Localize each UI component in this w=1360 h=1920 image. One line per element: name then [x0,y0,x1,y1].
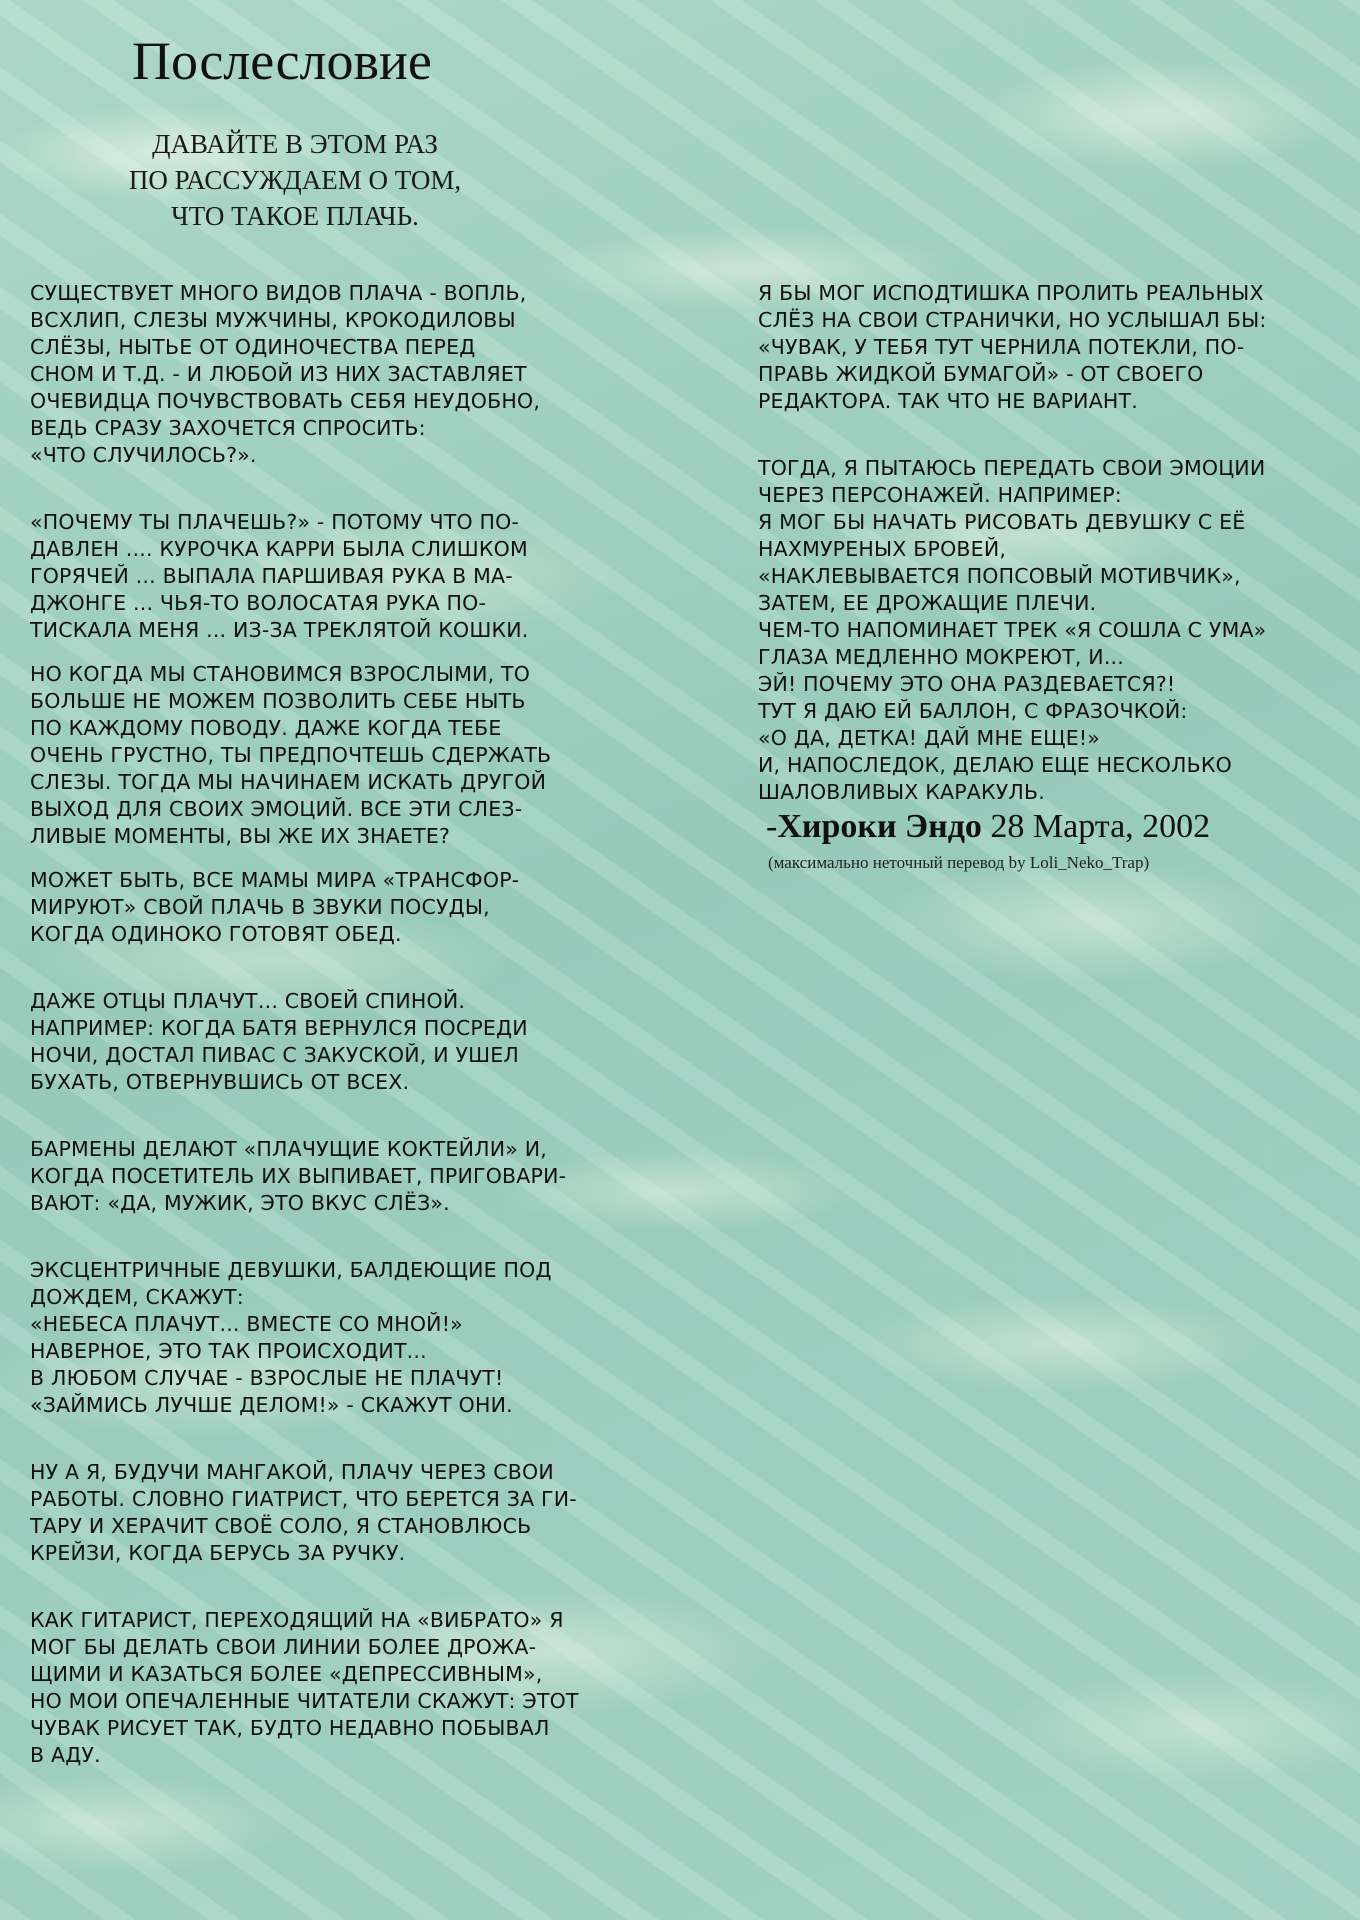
subtitle [80,126,510,234]
text-paragraph [30,1459,650,1567]
translation-credit: (максимально неточный перевод by Loli_Neko_Trap) [768,853,1150,872]
text-paragraph [30,661,650,850]
text-line: ДЖОНГЕ ... ЧЬЯ-ТО ВОЛОСАТАЯ РУКА ПО- [30,591,487,615]
text-line: ОЧЕНЬ ГРУСТНО, ТЫ ПРЕДПОЧТЕШЬ СДЕРЖАТЬ [30,743,552,767]
text-line: НАПРИМЕР: КОГДА БАТЯ ВЕРНУЛСЯ ПОСРЕДИ [30,1016,528,1040]
text-line: «ЗАЙМИСЬ ЛУЧШЕ ДЕЛОМ!» - СКАЖУТ ОНИ. [30,1393,513,1417]
text-line: ВЕДЬ СРАЗУ ЗАХОЧЕТСЯ СПРОСИТЬ: [30,416,426,440]
text-line: «ЧУВАК, У ТЕБЯ ТУТ ЧЕРНИЛА ПОТЕКЛИ, ПО- [758,335,1245,359]
text-line: ТИСКАЛА МЕНЯ ... ИЗ-ЗА ТРЕКЛЯТОЙ КОШКИ. [30,618,529,642]
subtitle-line: ЧТО ТАКОЕ ПЛАЧЬ. [171,201,419,231]
text-line: СЛЁЗЫ, НЫТЬЕ ОТ ОДИНОЧЕСТВА ПЕРЕД [30,335,476,359]
text-line: ДАЖЕ ОТЦЫ ПЛАЧУТ... СВОЕЙ СПИНОЙ. [30,989,466,1013]
text-line: ЧУВАК РИСУЕТ ТАК, БУДТО НЕДАВНО ПОБЫВАЛ [30,1716,550,1740]
signature-dash: - [766,808,778,845]
text-paragraph [30,280,650,469]
text-line: В АДУ. [30,1743,101,1767]
text-line: ВСХЛИП, СЛЕЗЫ МУЖЧИНЫ, КРОКОДИЛОВЫ [30,308,516,332]
text-line: МОГ БЫ ДЕЛАТЬ СВОИ ЛИНИИ БОЛЕЕ ДРОЖА- [30,1635,537,1659]
text-line: СУЩЕСТВУЕТ МНОГО ВИДОВ ПЛАЧА - ВОПЛЬ, [30,281,527,305]
text-line: МИРУЮТ» СВОЙ ПЛАЧЬ В ЗВУКИ ПОСУДЫ, [30,895,490,919]
subtitle-line: ДАВАЙТЕ В ЭТОМ РАЗ [152,129,438,159]
signature-author: Хироки Эндо [777,808,982,845]
text-line: НО МОИ ОПЕЧАЛЕННЫЕ ЧИТАТЕЛИ СКАЖУТ: ЭТОТ [30,1689,579,1713]
text-line: ГЛАЗА МЕДЛЕННО МОКРЕЮТ, И... [758,645,1124,669]
text-line: «ПОЧЕМУ ТЫ ПЛАЧЕШЬ?» - ПОТОМУ ЧТО ПО- [30,510,520,534]
text-line: ТУТ Я ДАЮ ЕЙ БАЛЛОН, С ФРАЗОЧКОЙ: [758,699,1188,723]
text-line: ЭКСЦЕНТРИЧНЫЕ ДЕВУШКИ, БАЛДЕЮЩИЕ ПОД [30,1258,552,1282]
text-line: КРЕЙЗИ, КОГДА БЕРУСЬ ЗА РУЧКУ. [30,1541,406,1565]
text-line: В ЛЮБОМ СЛУЧАЕ - ВЗРОСЛЫЕ НЕ ПЛАЧУТ! [30,1366,504,1390]
text-paragraph [758,455,1348,806]
text-line: ГОРЯЧЕЙ ... ВЫПАЛА ПАРШИВАЯ РУКА В МА- [30,564,513,588]
text-line: КОГДА ОДИНОКО ГОТОВЯТ ОБЕД. [30,922,402,946]
text-line: ШАЛОВЛИВЫХ КАРАКУЛЬ. [758,780,1046,804]
page-title: Послесловие [132,31,432,91]
text-line: «НАКЛЕВЫВАЕТСЯ ПОПСОВЫЙ МОТИВЧИК», [758,564,1241,588]
text-line: НУ А Я, БУДУЧИ МАНГАКОЙ, ПЛАЧУ ЧЕРЕЗ СВОИ [30,1460,554,1484]
text-line: НАХМУРЕНЫХ БРОВЕЙ, [758,537,1007,561]
text-line: СЛЁЗ НА СВОИ СТРАНИЧКИ, НО УСЛЫШАЛ БЫ: [758,308,1267,332]
text-line: НАВЕРНОЕ, ЭТО ТАК ПРОИСХОДИТ... [30,1339,427,1363]
text-line: ДАВЛЕН .... КУРОЧКА КАРРИ БЫЛА СЛИШКОМ [30,537,528,561]
signature-date: 28 Марта, 2002 [990,808,1211,845]
left-text-column [30,280,650,1786]
text-line: КОГДА ПОСЕТИТЕЛЬ ИХ ВЫПИВАЕТ, ПРИГОВАРИ- [30,1164,567,1188]
text-line: БАРМЕНЫ ДЕЛАЮТ «ПЛАЧУЩИЕ КОКТЕЙЛИ» И, [30,1137,547,1161]
text-line: РАБОТЫ. СЛОВНО ГИАТРИСТ, ЧТО БЕРЕТСЯ ЗА ГИ- [30,1487,577,1511]
text-line: РЕДАКТОРА. ТАК ЧТО НЕ ВАРИАНТ. [758,389,1138,413]
right-text-column [758,280,1348,823]
text-line: СЛЕЗЫ. ТОГДА МЫ НАЧИНАЕМ ИСКАТЬ ДРУГОЙ [30,770,547,794]
text-line: «НЕБЕСА ПЛАЧУТ... ВМЕСТЕ СО МНОЙ!» [30,1312,463,1336]
text-line: ОЧЕВИДЦА ПОЧУВСТВОВАТЬ СЕБЯ НЕУДОБНО, [30,389,541,413]
text-line: ПО КАЖДОМУ ПОВОДУ. ДАЖЕ КОГДА ТЕБЕ [30,716,502,740]
text-line: Я БЫ МОГ ИСПОДТИШКА ПРОЛИТЬ РЕАЛЬНЫХ [758,281,1264,305]
text-line: ВАЮТ: «ДА, МУЖИК, ЭТО ВКУС СЛЁЗ». [30,1191,450,1215]
text-line: ЧЕРЕЗ ПЕРСОНАЖЕЙ. НАПРИМЕР: [758,483,1122,507]
signature [766,808,1210,846]
text-line: ПРАВЬ ЖИДКОЙ БУМАГОЙ» - ОТ СВОЕГО [758,362,1204,386]
text-line: ДОЖДЕМ, СКАЖУТ: [30,1285,244,1309]
text-paragraph [758,280,1348,415]
text-line: КАК ГИТАРИСТ, ПЕРЕХОДЯЩИЙ НА «ВИБРАТО» Я [30,1608,564,1632]
text-line: И, НАПОСЛЕДОК, ДЕЛАЮ ЕЩЕ НЕСКОЛЬКО [758,753,1233,777]
text-line: МОЖЕТ БЫТЬ, ВСЕ МАМЫ МИРА «ТРАНСФОР- [30,868,520,892]
text-line: ЭЙ! ПОЧЕМУ ЭТО ОНА РАЗДЕВАЕТСЯ?! [758,672,1176,696]
text-line: «О ДА, ДЕТКА! ДАЙ МНЕ ЕЩЕ!» [758,726,1101,750]
text-line: НО КОГДА МЫ СТАНОВИМСЯ ВЗРОСЛЫМИ, ТО [30,662,531,686]
text-line: ЧЕМ-ТО НАПОМИНАЕТ ТРЕК «Я СОШЛА С УМА» [758,618,1267,642]
text-paragraph [30,1607,650,1769]
text-line: БУХАТЬ, ОТВЕРНУВШИСЬ ОТ ВСЕХ. [30,1070,410,1094]
text-line: ЩИМИ И КАЗАТЬСЯ БОЛЕЕ «ДЕПРЕССИВНЫМ», [30,1662,543,1686]
text-line: «ЧТО СЛУЧИЛОСЬ?». [30,443,257,467]
text-line: НОЧИ, ДОСТАЛ ПИВАС С ЗАКУСКОЙ, И УШЕЛ [30,1043,520,1067]
text-paragraph [30,988,650,1096]
text-line: СНОМ И Т.Д. - И ЛЮБОЙ ИЗ НИХ ЗАСТАВЛЯЕТ [30,362,527,386]
text-line: ТАРУ И ХЕРАЧИТ СВОЁ СОЛО, Я СТАНОВЛЮСЬ [30,1514,532,1538]
text-line: ЛИВЫЕ МОМЕНТЫ, ВЫ ЖЕ ИХ ЗНАЕТЕ? [30,824,451,848]
text-line: Я МОГ БЫ НАЧАТЬ РИСОВАТЬ ДЕВУШКУ С ЕЁ [758,510,1246,534]
text-line: ВЫХОД ДЛЯ СВОИХ ЭМОЦИЙ. ВСЕ ЭТИ СЛЕЗ- [30,797,523,821]
subtitle-line: ПО РАССУЖДАЕМ О ТОМ, [128,165,462,195]
text-line: БОЛЬШЕ НЕ МОЖЕМ ПОЗВОЛИТЬ СЕБЕ НЫТЬ [30,689,526,713]
text-paragraph [30,1136,650,1217]
text-paragraph [30,509,650,644]
text-paragraph [30,1257,650,1419]
text-line: ЗАТЕМ, ЕЕ ДРОЖАЩИЕ ПЛЕЧИ. [758,591,1097,615]
text-paragraph [30,867,650,948]
text-line: ТОГДА, Я ПЫТАЮСЬ ПЕРЕДАТЬ СВОИ ЭМОЦИИ [758,456,1266,480]
